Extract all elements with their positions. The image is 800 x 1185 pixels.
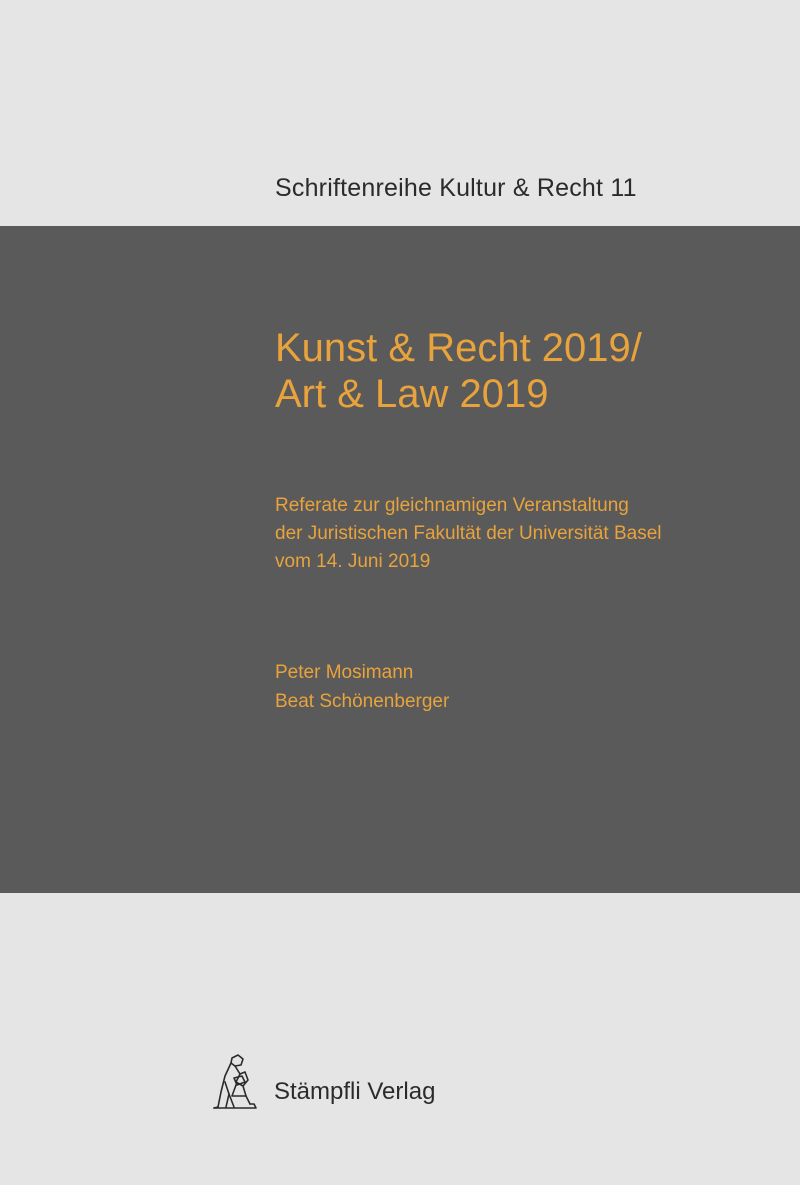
book-subtitle bbox=[275, 492, 662, 576]
publisher-name: Stämpfli Verlag bbox=[274, 1078, 436, 1105]
series-title: Schriftenreihe Kultur & Recht 11 bbox=[275, 174, 637, 202]
author-name: Beat Schönenberger bbox=[275, 691, 450, 712]
seated-figure-logo-icon bbox=[210, 1052, 262, 1112]
subtitle-line-1: Referate zur gleichnamigen Veranstaltung bbox=[275, 495, 629, 516]
book-title-line-1: Kunst & Recht 2019/ bbox=[275, 326, 642, 370]
book-title-line-2: Art & Law 2019 bbox=[275, 372, 549, 416]
author-name: Peter Mosimann bbox=[275, 662, 414, 683]
subtitle-line-2: der Juristischen Fakultät der Universität Basel bbox=[275, 523, 662, 544]
author-list bbox=[275, 658, 449, 716]
subtitle-line-3: vom 14. Juni 2019 bbox=[275, 551, 431, 572]
book-title bbox=[275, 325, 642, 417]
publisher-imprint bbox=[210, 1052, 435, 1112]
